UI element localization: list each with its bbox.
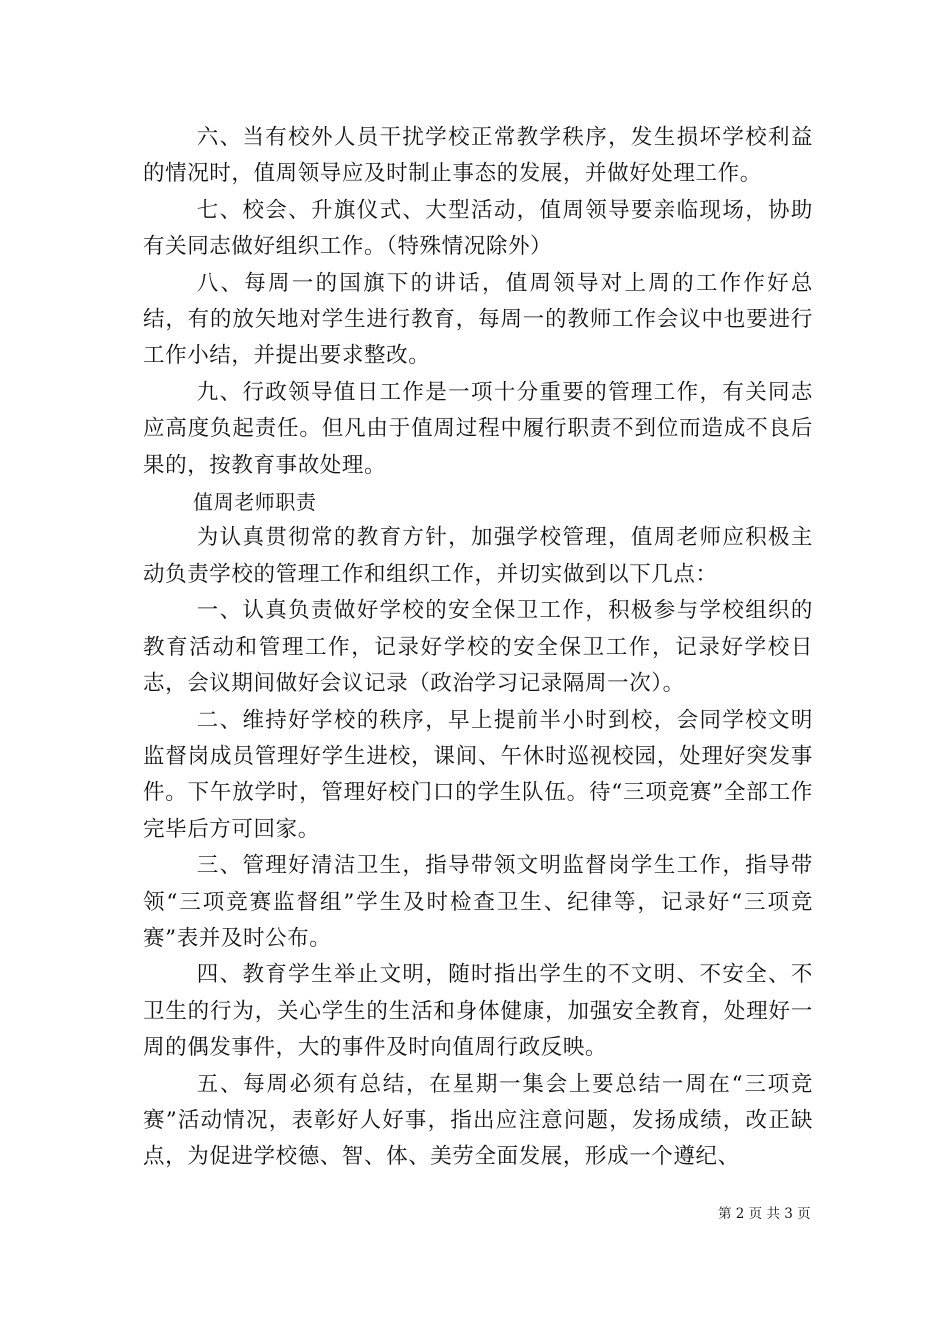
duty-item-4: 四、教育学生举止文明，随时指出学生的不文明、不安全、不卫生的行为，关心学生的生活和身体健康，加强安全教育，处理好一周的偶发事件，大的事件及时向值周行政反映。 [143,962,813,1061]
paragraph-item-6: 六、当有校外人员干扰学校正常教学秩序，发生损坏学校利益的情况时，值周领导应及时制止事态的发展，并做好处理工作。 [143,125,813,187]
duty-item-1: 一、认真负责做好学校的安全保卫工作，积极参与学校组织的教育活动和管理工作，记录好学校的安全保卫工作，记录好学校日志，会议期间做好会议记录（政治学习记录隔周一次）。 [143,598,813,697]
paragraph-item-9: 九、行政领导值日工作是一项十分重要的管理工作，有关同志应高度负起责任。但凡由于值周过程中履行职责不到位而造成不良后果的，按教育事故处理。 [143,379,813,478]
duty-item-5: 五、每周必须有总结，在星期一集会上要总结一周在“三项竞赛”活动情况，表彰好人好事，指出应注意问题，发扬成绩，改正缺点，为促进学校德、智、体、美劳全面发展，形成一个遵纪、 [143,1071,813,1170]
document-body [143,120,813,1176]
page-number: 第 2 页 共 3 页 [718,1206,811,1222]
paragraph-item-7: 七、校会、升旗仪式、大型活动，值周领导要亲临现场，协助有关同志做好组织工作。（特殊情况除外） [143,197,813,260]
duty-item-2: 二、维持好学校的秩序，早上提前半小时到校，会同学校文明监督岗成员管理好学生进校，课间、午休时巡视校园，处理好突发事件。下午放学时，管理好校门口的学生队伍。待“三项竞赛”全部工作完毕后方可回家。 [143,707,813,842]
section-intro: 为认真贯彻常的教育方针，加强学校管理，值周老师应积极主动负责学校的管理工作和组织工作，并切实做到以下几点： [143,525,813,587]
duty-item-3: 三、管理好清洁卫生，指导带领文明监督岗学生工作，指导带领“三项竞赛监督组”学生及时检查卫生、纪律等，记录好“三项竞赛”表并及时公布。 [143,853,813,951]
section-heading: 值周老师职责 [193,490,317,515]
paragraph-item-8: 八、每周一的国旗下的讲话，值周领导对上周的工作作好总结，有的放矢地对学生进行教育，每周一的教师工作会议中也要进行工作小结，并提出要求整改。 [143,270,813,369]
